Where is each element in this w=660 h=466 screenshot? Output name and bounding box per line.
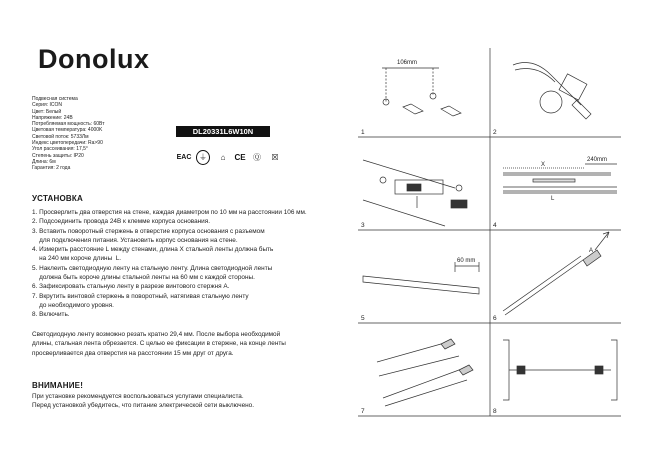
step-line: на 240 мм короче длины L. (32, 255, 122, 263)
spec-line: Серия: ICON (32, 102, 62, 109)
panel-number: 8 (493, 408, 497, 415)
spec-line: Цветовая температура: 4000K (32, 127, 103, 134)
spec-line: Цвет: Белый (32, 108, 62, 115)
note-line: Светодиодную ленту возможно резать кратно 29,4 мм. После выбора необходимой (32, 331, 281, 338)
step-line: 2. Подсоединить провода 24В к клемме корпуса основания. (32, 218, 210, 226)
eac-mark-icon: EAC (176, 154, 192, 161)
note-line: просверливается два отверстия на расстоянии 15 мм друг от друга. (32, 349, 234, 357)
warning-line: Перед установкой убедитесь, что питание электрической сети выключено. (32, 402, 254, 410)
step-line: должна быть короче длины стальной ленты на 60 мм с каждой стороны. (32, 274, 255, 282)
note-line: длины, стальная лента обрезается. С целью ее фиксации в стержне, на конце ленты (32, 340, 286, 348)
step-line: для подключения питания. Установить корпус основания на стене. (32, 236, 238, 244)
weee-bin-icon: ☒ (271, 153, 279, 162)
spec-line: Степень защиты: IP20 (32, 152, 84, 159)
spec-line: Потребляемая мощность: 60Вт (32, 121, 105, 128)
warning-line: При установке рекомендуется воспользоваться услугами специалиста. (32, 393, 244, 400)
step-line: 4. Измерить расстояние L между стенами, длина X стальной ленты должна быть (32, 246, 274, 254)
brand-logo: Donolux (38, 44, 150, 74)
spec-line: Угол рассеивания: 17,5° (32, 146, 88, 153)
step-line: 8. Включить. (32, 311, 70, 319)
step-line: 3. Вставить поворотный стержень в отверстие корпуса основания с разъемом (32, 227, 265, 235)
cutting-note (32, 330, 342, 358)
panel-number: 1 (361, 129, 365, 136)
dim-x: X (541, 162, 546, 168)
warning-text (32, 392, 342, 411)
spec-line: Подвесная система (32, 96, 78, 102)
dim-60: 60 mm (457, 258, 476, 264)
spec-line: Индекс цветопередачи: Ra>90 (32, 140, 103, 147)
spec-line: Напряжение: 24В (32, 114, 73, 121)
panel-number: 7 (361, 408, 365, 415)
dim-l: L (551, 196, 555, 202)
step-line: до необходимого уровня. (32, 301, 114, 309)
step-line: 7. Вкрутить винтовой стержень в поворотный, натягивая стальную ленту (32, 292, 249, 300)
install-title: УСТАНОВКА (32, 194, 83, 203)
dim-106: 106mm (397, 60, 418, 66)
panel-number: 5 (361, 315, 365, 322)
install-steps (32, 208, 332, 320)
label-a: A (589, 248, 594, 254)
ce-mark-icon: CE (234, 153, 246, 162)
step-line: 5. Наклеить светодиодную ленту на стальную ленту. Длина светодиодной ленты (32, 264, 273, 272)
model-code: DL20331L6W10N (176, 126, 270, 137)
panel-number: 4 (493, 222, 497, 229)
dim-240: 240mm (587, 157, 608, 163)
step-line: 1. Просверлить два отверстия на стене, каждая диаметром по 10 мм на расстоянии 106 мм. (32, 209, 307, 216)
spec-line: Световой поток: 5733Лм (32, 133, 89, 140)
spec-line: Гарантия: 2 года (32, 165, 71, 172)
panel-number: 3 (361, 222, 365, 229)
spec-line: Длина: 6м (32, 158, 56, 165)
panel-number: 6 (493, 315, 497, 322)
installation-diagram (355, 40, 625, 420)
ground-mark-icon: ⏚ (196, 150, 210, 165)
indoor-mark-icon: ⌂ (220, 153, 226, 162)
panel-number: 2 (493, 129, 497, 136)
step-line: 6. Зафиксировать стальную ленту в разрезе винтового стержня А. (32, 283, 230, 291)
warning-title: ВНИМАНИЕ! (32, 381, 84, 390)
class-mark-icon: Ⓠ (253, 153, 261, 162)
